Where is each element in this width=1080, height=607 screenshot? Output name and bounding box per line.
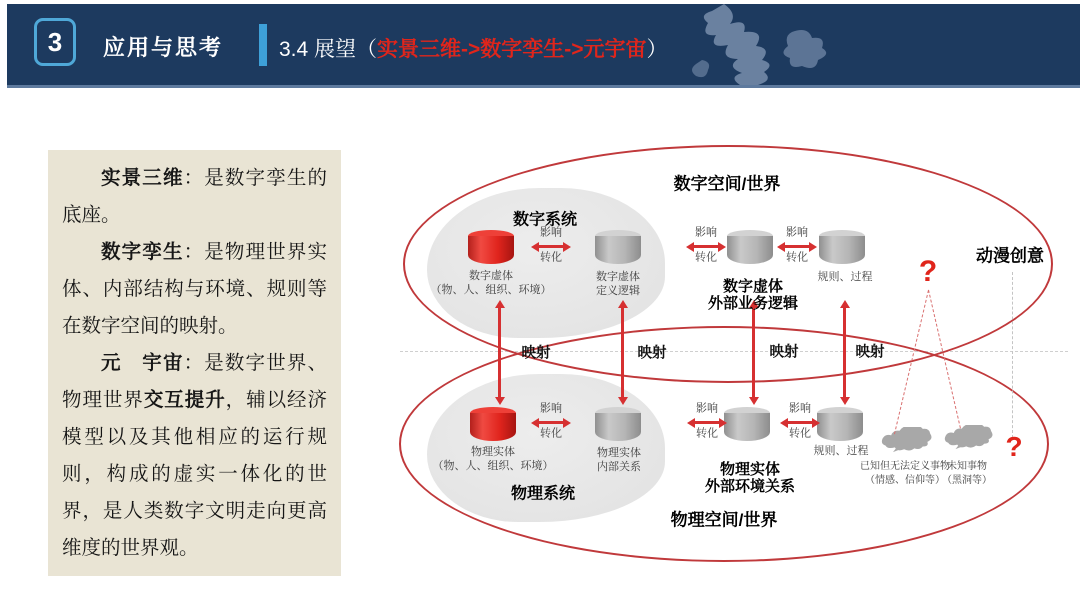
database-cylinder-icon — [468, 230, 514, 264]
influence-label: 影响 — [540, 402, 562, 415]
node-label-line: 物理实体 — [597, 447, 641, 459]
anime-creative-label: 动漫创意 — [976, 246, 1044, 266]
node-label-line: 内部关系 — [597, 460, 641, 473]
text-digitaltwin: ：是物理世界实体、内部结构与环境、规则等在数字空间的映射。 — [62, 241, 327, 337]
text-realscene: ：是数字孪生的底座。 — [62, 167, 327, 226]
database-cylinder-icon — [727, 230, 773, 264]
term-digitaltwin: 数字孪生 — [101, 241, 184, 263]
subtitle-prefix: 3.4 展望（ — [279, 38, 378, 61]
mapping-arrow — [752, 303, 755, 402]
digital-system-label: 数字系统 — [512, 211, 578, 229]
node-label — [814, 445, 869, 459]
node-label — [431, 270, 552, 297]
header-watermark-icon — [672, 4, 872, 85]
cloud-label-line: 未知事物 — [947, 461, 987, 472]
transform-label: 转化 — [695, 251, 717, 264]
influence-arrow — [691, 421, 723, 424]
influence-label: 影响 — [695, 226, 717, 239]
text-metaverse-2: ，辅以经济模型以及其他相应的运行规则，构成的虚实一体化的世界，是人类数字文明走向更高维度的世界观。 — [62, 389, 327, 559]
cloud-label-line: （情感、信仰等） — [865, 474, 945, 486]
database-cylinder-icon — [595, 230, 641, 264]
section-title: 应用与思考 — [103, 35, 224, 60]
mapping-arrow — [498, 303, 501, 402]
node-label-line: 数字虚体 — [722, 278, 784, 295]
transform-label: 转化 — [540, 427, 562, 440]
node-label-line: 规则、过程 — [813, 445, 869, 457]
node-label-line: 数字虚体 — [469, 270, 513, 282]
transform-label: 转化 — [786, 251, 808, 264]
influence-label: 影响 — [540, 226, 562, 239]
section-number-box — [34, 18, 76, 66]
mapping-label: 映射 — [637, 345, 667, 362]
question-mark: ? — [1005, 431, 1023, 462]
cloud-icon — [941, 425, 995, 450]
influence-arrow — [690, 245, 722, 248]
node-label-line: 数字虚体 — [596, 271, 640, 283]
influence-arrow — [535, 421, 567, 424]
header-bar — [7, 4, 1080, 88]
node-label-line: 物理实体 — [471, 446, 515, 458]
paragraph-digitaltwin — [62, 234, 327, 345]
text-metaverse-1: ：是数字世界、物理世界 — [62, 352, 327, 411]
mapping-label: 映射 — [769, 344, 799, 361]
node-label-line: 外部业务逻辑 — [707, 294, 799, 312]
mapping-label: 映射 — [855, 344, 885, 361]
physical-system-label: 物理系统 — [510, 485, 576, 503]
paragraph-realscene — [62, 160, 327, 234]
term-realscene: 实景三维 — [101, 167, 184, 189]
dashed-guide-line — [1012, 272, 1013, 438]
term-metaverse: 元 宇宙 — [101, 352, 184, 374]
node-label-bold — [708, 279, 798, 312]
node-label-line: 定义逻辑 — [596, 284, 640, 297]
database-cylinder-icon — [595, 407, 641, 441]
node-label — [596, 271, 640, 298]
node-label — [597, 447, 641, 474]
cloud-label — [860, 460, 950, 487]
term-interaction: 交互提升 — [143, 389, 226, 411]
cloud-label-line: （黑洞等） — [942, 474, 992, 486]
node-label-line: 外部环境关系 — [704, 477, 796, 495]
slide-subtitle — [279, 33, 668, 63]
paragraph-metaverse — [62, 345, 327, 567]
node-label-bold — [705, 462, 795, 495]
mapping-arrow — [843, 303, 846, 402]
influence-label: 影响 — [786, 226, 808, 239]
digital-space-title: 数字空间/世界 — [673, 174, 781, 194]
title-separator-bar — [259, 24, 267, 66]
question-mark: ? — [918, 255, 938, 288]
transform-label: 转化 — [696, 427, 718, 440]
transform-label: 转化 — [789, 427, 811, 440]
influence-arrow — [781, 245, 813, 248]
influence-label: 影响 — [696, 402, 718, 415]
influence-arrow — [535, 245, 567, 248]
cloud-icon — [877, 427, 935, 453]
definition-panel — [48, 150, 341, 576]
influence-arrow — [784, 421, 816, 424]
transform-label: 转化 — [540, 251, 562, 264]
mapping-arrow — [621, 303, 624, 402]
node-label — [818, 271, 873, 285]
mapping-label: 映射 — [521, 345, 551, 362]
section-number: 3 — [47, 26, 63, 57]
node-label-line: （物、人、组织、环境） — [430, 283, 552, 296]
cloud-label — [942, 460, 992, 487]
subtitle-suffix: ） — [646, 38, 668, 61]
database-cylinder-icon — [819, 230, 865, 264]
node-label-line: （物、人、组织、环境） — [432, 459, 554, 472]
node-label-line: 规则、过程 — [817, 271, 873, 283]
node-label-line: 物理实体 — [719, 461, 781, 478]
influence-label: 影响 — [789, 402, 811, 415]
cloud-label-line: 已知但无法定义事物 — [860, 461, 950, 472]
physical-space-title: 物理空间/世界 — [670, 510, 778, 530]
subtitle-highlight: 实景三维->数字孪生->元宇宙 — [377, 38, 647, 61]
database-cylinder-icon — [470, 407, 516, 441]
node-label — [433, 446, 554, 473]
